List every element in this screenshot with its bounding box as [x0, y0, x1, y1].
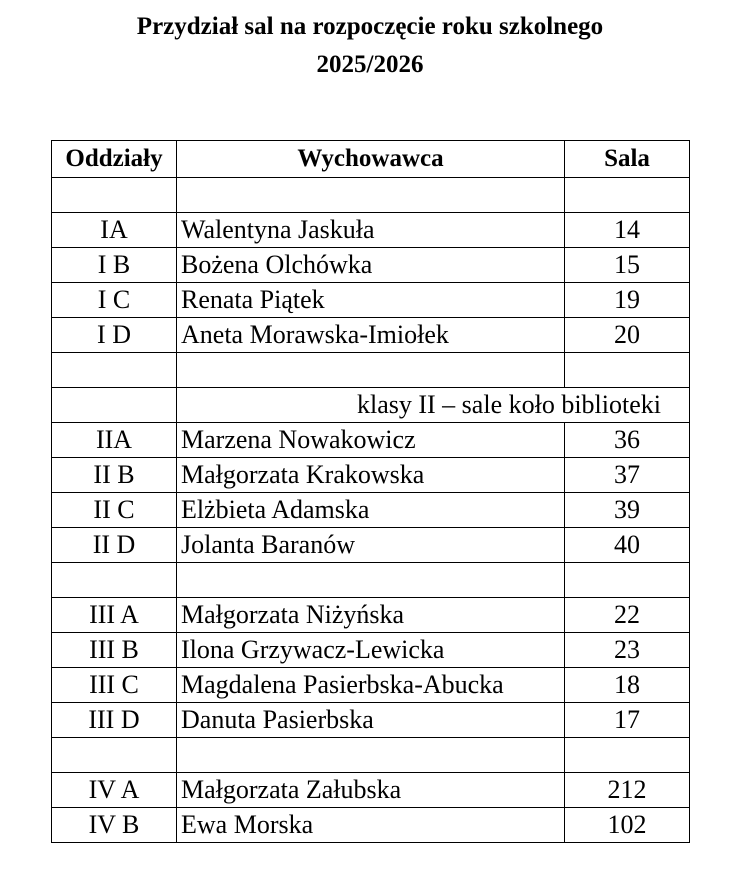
table-row: [52, 528, 690, 563]
oddzial-cell: IV B: [52, 808, 177, 843]
note-row: [52, 388, 690, 423]
oddzial-cell: III B: [52, 633, 177, 668]
header-oddzialy: Oddziały: [52, 141, 177, 178]
sala-cell: 15: [565, 248, 690, 283]
sala-cell: 23: [565, 633, 690, 668]
sala-cell: 40: [565, 528, 690, 563]
oddzial-cell: III D: [52, 703, 177, 738]
wychowawca-cell: Jolanta Baranów: [177, 528, 565, 563]
sala-cell: 18: [565, 668, 690, 703]
wychowawca-cell: Małgorzata Niżyńska: [177, 598, 565, 633]
empty-cell: [177, 353, 565, 388]
table-row: [52, 808, 690, 843]
empty-cell: [177, 178, 565, 213]
table-row: [52, 213, 690, 248]
empty-cell: [52, 738, 177, 773]
table-row: [52, 668, 690, 703]
wychowawca-cell: Bożena Olchówka: [177, 248, 565, 283]
title-line-1: Przydział sal na rozpoczęcie roku szkolnego: [136, 13, 604, 40]
wychowawca-cell: Magdalena Pasierbska-Abucka: [177, 668, 565, 703]
wychowawca-cell: Walentyna Jaskuła: [177, 213, 565, 248]
wychowawca-cell: Danuta Pasierbska: [177, 703, 565, 738]
wychowawca-cell: Renata Piątek: [177, 283, 565, 318]
oddzial-cell: I D: [52, 318, 177, 353]
table-row: [52, 633, 690, 668]
empty-spacer-row: [52, 353, 690, 388]
empty-cell: [52, 563, 177, 598]
empty-cell: [177, 563, 565, 598]
empty-cell: [52, 353, 177, 388]
wychowawca-cell: Ilona Grzywacz-Lewicka: [177, 633, 565, 668]
empty-cell: [52, 178, 177, 213]
table-row: [52, 248, 690, 283]
table-row: [52, 458, 690, 493]
empty-spacer-row: [52, 738, 690, 773]
sala-cell: 19: [565, 283, 690, 318]
table-row: [52, 703, 690, 738]
oddzial-cell: IV A: [52, 773, 177, 808]
sala-cell: 37: [565, 458, 690, 493]
table-body: [52, 141, 690, 843]
table-row: [52, 318, 690, 353]
empty-cell: [565, 738, 690, 773]
document-title: [0, 8, 740, 84]
sala-cell: 17: [565, 703, 690, 738]
wychowawca-cell: Marzena Nowakowicz: [177, 423, 565, 458]
header-wychowawca: Wychowawca: [177, 141, 565, 178]
empty-spacer-row: [52, 178, 690, 213]
oddzial-cell: II C: [52, 493, 177, 528]
table-row: [52, 773, 690, 808]
sala-cell: 14: [565, 213, 690, 248]
oddzial-cell: I B: [52, 248, 177, 283]
empty-cell: [565, 353, 690, 388]
table-header-row: [52, 141, 690, 178]
oddzial-cell: III C: [52, 668, 177, 703]
wychowawca-cell: Ewa Morska: [177, 808, 565, 843]
table-row: [52, 493, 690, 528]
sala-cell: 36: [565, 423, 690, 458]
empty-cell: [565, 563, 690, 598]
sala-cell: 102: [565, 808, 690, 843]
room-allocation-table: [51, 140, 690, 843]
oddzial-cell: II D: [52, 528, 177, 563]
oddzial-cell: II B: [52, 458, 177, 493]
header-sala: Sala: [565, 141, 690, 178]
title-line-2: 2025/2026: [316, 51, 424, 78]
oddzial-cell: IA: [52, 213, 177, 248]
empty-cell: [565, 178, 690, 213]
table-row: [52, 283, 690, 318]
sala-cell: 39: [565, 493, 690, 528]
oddzial-cell: IIA: [52, 423, 177, 458]
wychowawca-cell: Elżbieta Adamska: [177, 493, 565, 528]
empty-cell: [177, 738, 565, 773]
oddzial-cell: I C: [52, 283, 177, 318]
empty-cell: [52, 388, 177, 423]
sala-cell: 20: [565, 318, 690, 353]
wychowawca-cell: Małgorzata Krakowska: [177, 458, 565, 493]
wychowawca-cell: Małgorzata Załubska: [177, 773, 565, 808]
empty-spacer-row: [52, 563, 690, 598]
sala-cell: 212: [565, 773, 690, 808]
sala-cell: 22: [565, 598, 690, 633]
table-row: [52, 423, 690, 458]
oddzial-cell: III A: [52, 598, 177, 633]
wychowawca-cell: Aneta Morawska-Imiołek: [177, 318, 565, 353]
note-cell: klasy II – sale koło biblioteki: [177, 388, 690, 423]
table-row: [52, 598, 690, 633]
